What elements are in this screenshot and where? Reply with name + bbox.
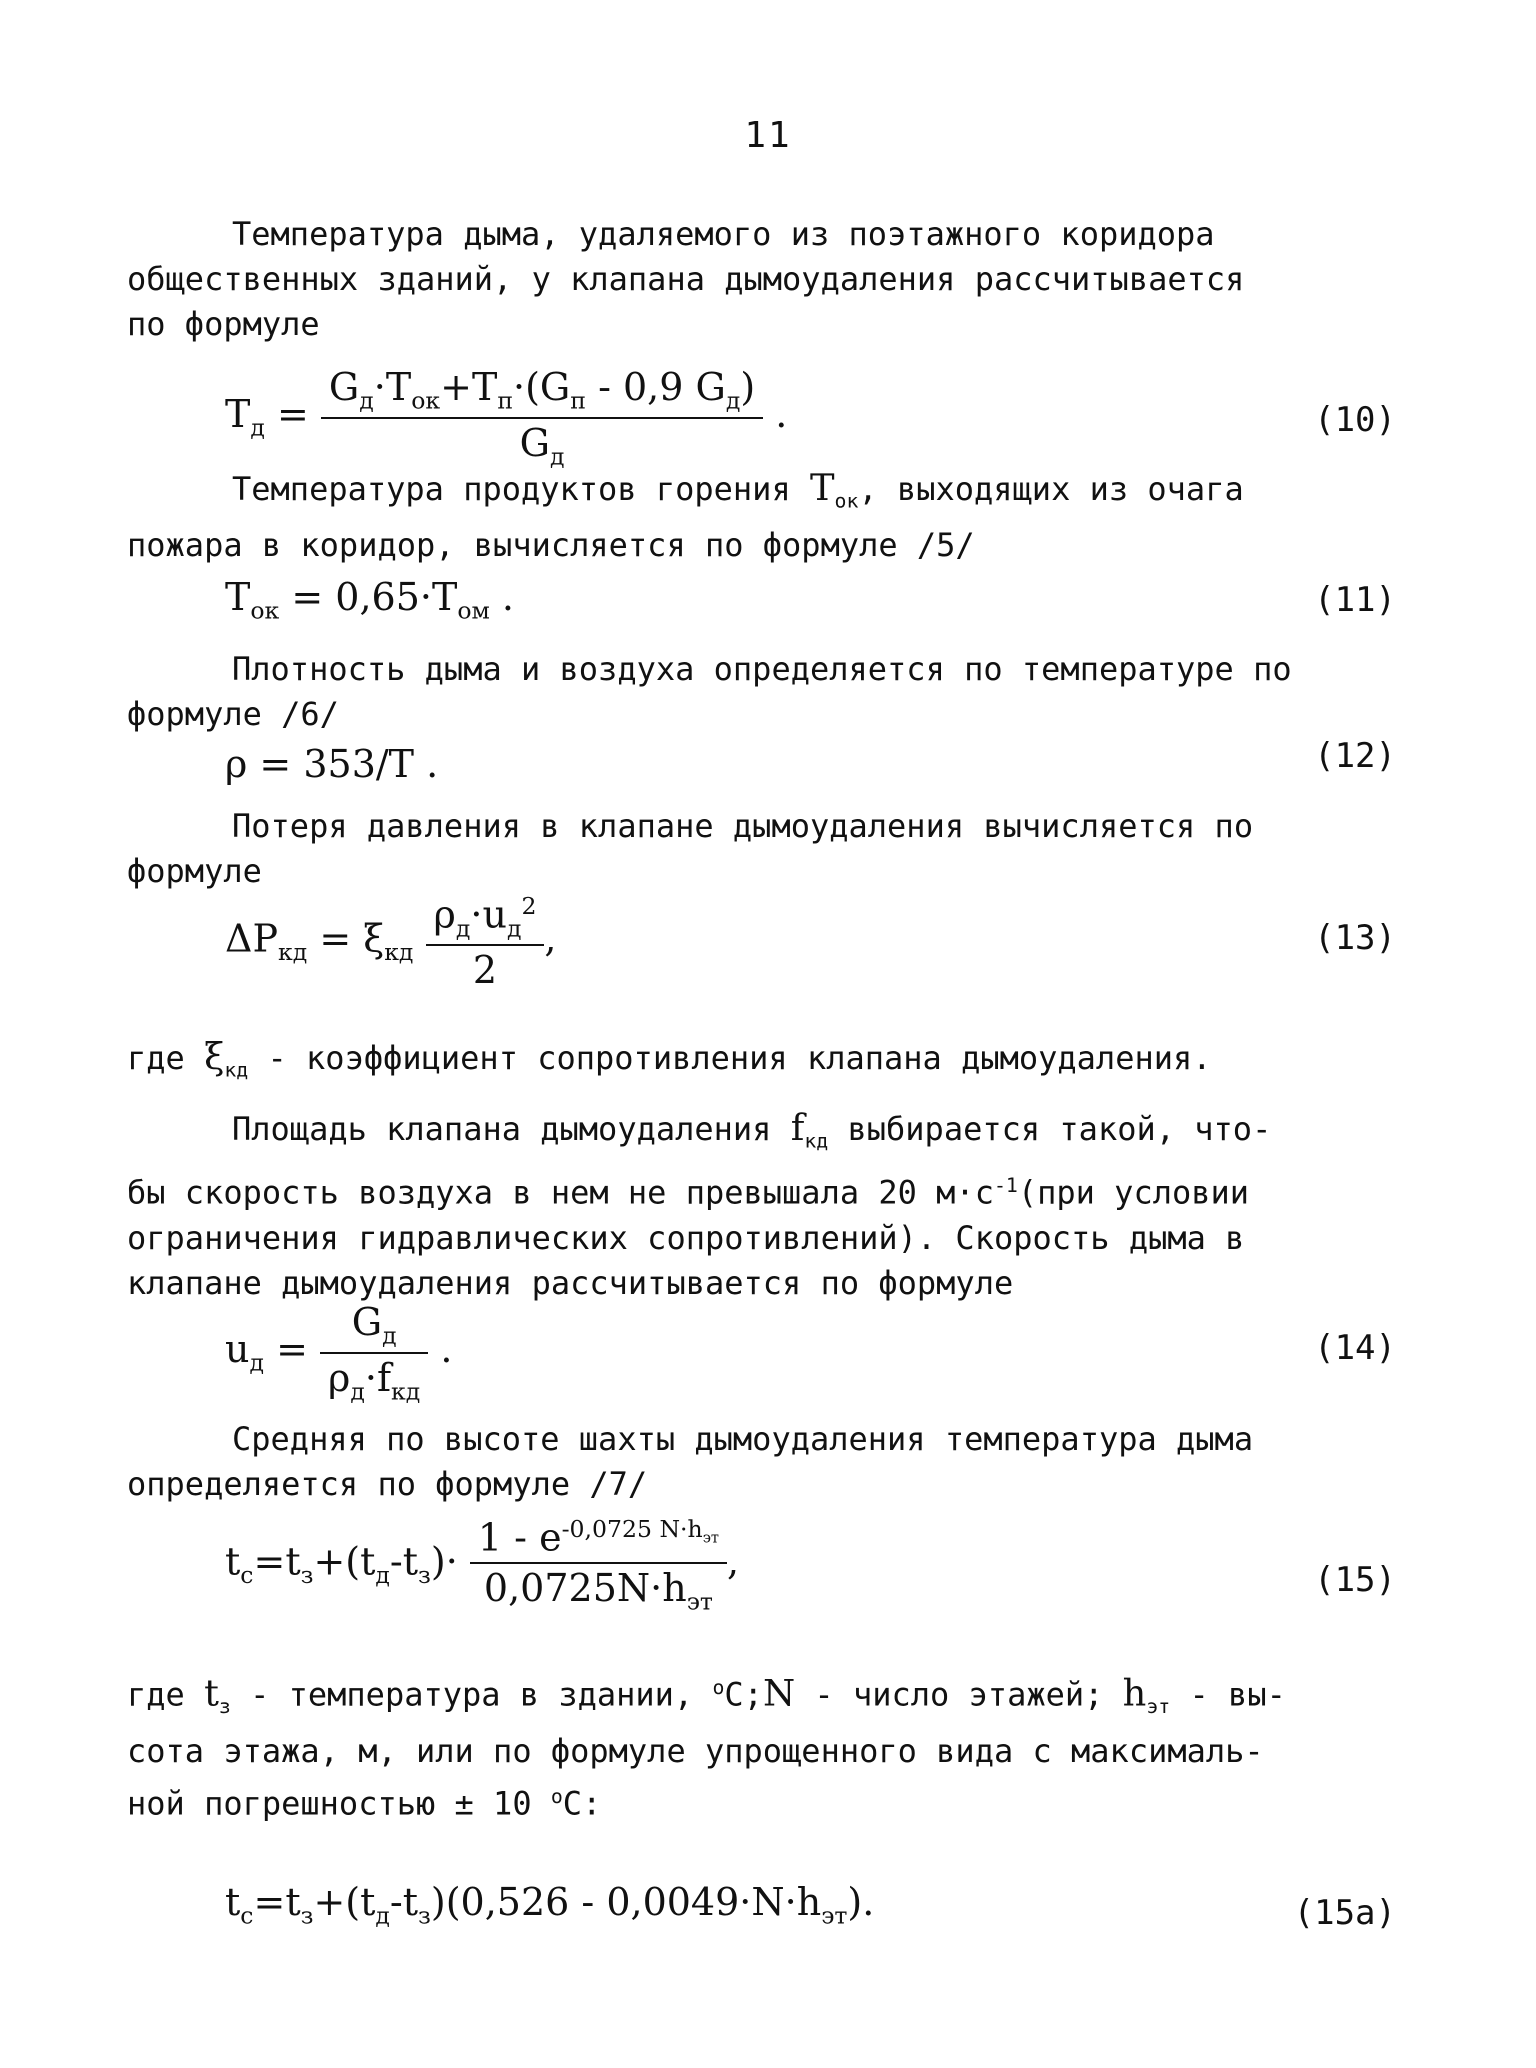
formula-15a: $t_с=t_з+(t_д-t_з)(0,526 - 0,0049\cdot N\cdot h_{эт})$. [225, 1880, 875, 1930]
formula-13: $\Delta P_{кд} = \xi_{кд}$ $\frac{\rho_д\cdot u_д^2}{2}$ , [225, 892, 557, 993]
text-line: Площадь клапана дымоудаления $f_{кд}$ выбирается такой, что- [232, 1106, 1272, 1153]
text-line: формуле [127, 852, 262, 890]
fraction [426, 892, 545, 992]
text-line: сота этажа, м, или по формуле упрощенного вида с максималь- [127, 1732, 1264, 1771]
equation-number-12: (12) [1314, 736, 1396, 776]
fraction-numerator: $G_д$ [320, 1300, 428, 1354]
text-line: бы скорость воздуха в нем не превышала 20 $м\cdot с^{-1}(при$ условии [127, 1174, 1250, 1213]
text-line: ограничения гидравлических сопротивлений). Скорость дыма в [127, 1219, 1245, 1258]
text-line: пожара в коридор, вычисляется по формуле /5/ [127, 526, 975, 565]
fraction [321, 365, 763, 470]
paragraph-combustion-temperature [127, 465, 1417, 568]
text-line: Потеря давления в клапане дымоудаления вычисляется по [232, 807, 1254, 845]
paragraph-smoke-temperature-intro [127, 212, 1417, 347]
symbol-T: T [225, 392, 251, 437]
equation-number-14: (14) [1314, 1328, 1396, 1368]
equation-number-13: (13) [1314, 918, 1396, 958]
equals-sign: = [276, 392, 309, 437]
text-line: Средняя по высоте шахты дымоудаления температура дыма [232, 1420, 1254, 1458]
fraction-numerator: $G_д\cdot T_{ок}+T_п\cdot(G_п - 0,9$ $G_д$) [321, 365, 763, 419]
text-line: формуле /6/ [127, 695, 339, 733]
fraction-denominator: $0,0725N\cdot h_{эт}$ [483, 1565, 713, 1616]
fraction [320, 1300, 428, 1405]
formula-15: $t_с=t_з+(t_д-t_з)\cdot$ $\frac{1 - e^{-0,0725 N\cdot h_{эт}}}{0,0725N\cdot h_{эт}}$ , [225, 1515, 740, 1616]
paragraph-valve-area [127, 1105, 1417, 1306]
paragraph-density [127, 647, 1417, 737]
formula-11: $T_{ок} = 0,65\cdot T_{ом}$ . [225, 575, 514, 625]
fraction-numerator: $1 - e^{-0,0725 N\cdot h_{эт}}$ [470, 1515, 727, 1564]
formula-10 [225, 365, 787, 470]
paragraph-pressure-loss [127, 804, 1417, 894]
fraction-denominator: 2 [472, 948, 498, 993]
equation-number-11: (11) [1314, 580, 1396, 620]
paragraph-where-xi [127, 1034, 1417, 1092]
text-line: по формуле [127, 305, 320, 343]
paragraph-where-tz [127, 1665, 1417, 1827]
text-line: Температура продуктов горения $T_{ок}$, выходящих из очага [232, 466, 1244, 513]
fraction-denominator: $\rho_д\cdot f_{кд}$ [328, 1355, 421, 1406]
text-line: определяется по формуле /7/ [127, 1465, 648, 1503]
fraction-numerator: $\rho_д\cdot u_д^2$ [426, 892, 545, 946]
equation-number-15: (15) [1314, 1560, 1396, 1600]
subscript: д [250, 413, 265, 442]
page-number: 11 [744, 115, 792, 156]
equation-number-10: (10) [1314, 400, 1396, 440]
text-line: где $\xi_{кд}$ - коэффициент сопротивления клапана дымоудаления. [127, 1035, 1212, 1082]
fraction [470, 1515, 727, 1615]
text-line: ной погрешностью ± 10 $^o$C: [127, 1784, 602, 1823]
punctuation: . [775, 392, 788, 437]
text-line: Плотность дыма и воздуха определяется по температуре по [232, 650, 1292, 688]
formula-14: $u_д$ = $\frac{G_д}{\rho_д\cdot f_{кд}}$ . [225, 1300, 453, 1406]
formula-12: ρ = 353/T . [225, 742, 439, 786]
paragraph-average-temperature [127, 1417, 1417, 1507]
text-line: Температура дыма, удаляемого из поэтажного коридора [232, 215, 1215, 253]
text-line: клапане дымоудаления рассчитывается по формуле [127, 1264, 1014, 1303]
fraction-denominator: $G_д$ [519, 420, 565, 471]
text-line: общественных зданий, у клапана дымоудаления рассчитывается [127, 260, 1245, 298]
equation-number-15a: (15a) [1293, 1893, 1396, 1933]
text-line: где $t_з$ - температура в здании, $^o$C;N - число этажей; $h_{эт} - вы-$ [127, 1671, 1286, 1719]
